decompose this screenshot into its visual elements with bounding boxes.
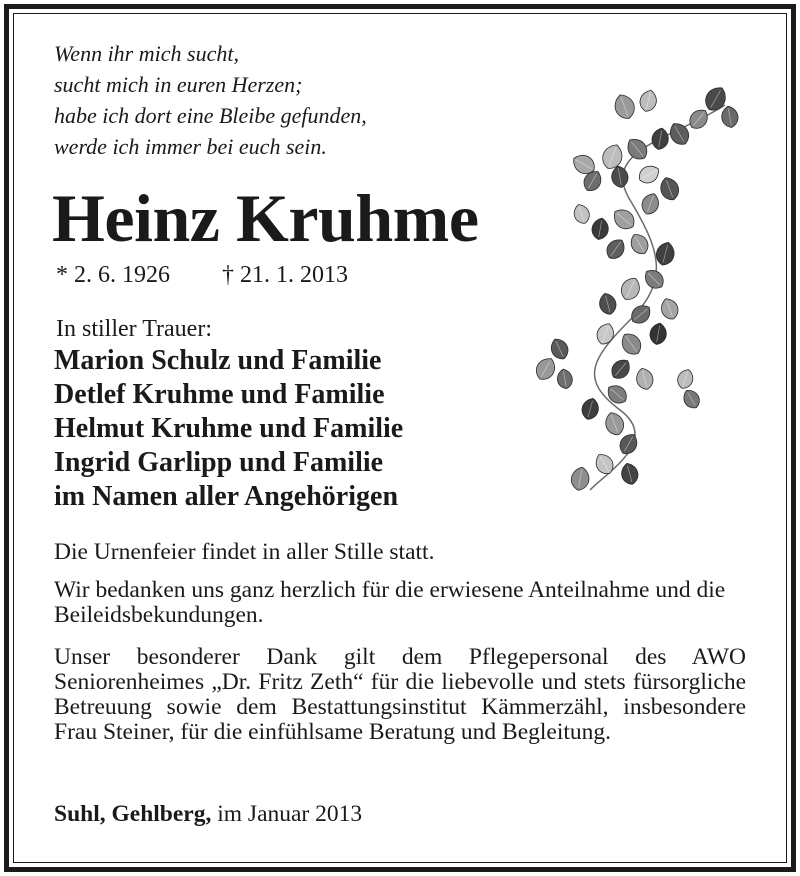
birth-date: * 2. 6. 1926	[56, 262, 170, 288]
mourner-name: Ingrid Garlipp und Familie	[54, 447, 384, 478]
mourner-name: Detlef Kruhme und Familie	[54, 379, 385, 410]
verse-line: werde ich immer bei euch sein.	[54, 134, 327, 159]
closing-place: Suhl, Gehlberg,	[54, 801, 212, 827]
special-thanks-paragraph: Unser besonderer Dank gilt dem Pflegepersonal des AWO Seniorenheimes „Dr. Fritz Zeth“ für die liebevolle und stets fürsorgliche Betreuung sowie dem Bestattungsinstitut Kämmerzähl, insbesondere Frau Steiner, für die einfühlsame Beratung und Begleitung.	[54, 644, 746, 745]
mourner-name: Marion Schulz und Familie	[54, 345, 382, 376]
ivy-leaves-icon	[520, 80, 750, 500]
closing-date: im Januar 2013	[217, 801, 363, 827]
verse-line: Wenn ihr mich sucht,	[54, 41, 239, 66]
verse-line: sucht mich in euren Herzen;	[54, 72, 303, 97]
death-date: † 21. 1. 2013	[222, 262, 348, 288]
thanks-paragraph: Wir bedanken uns ganz herzlich für die erwiesene Anteilnahme und die Beileidsbekundungen.	[54, 577, 726, 628]
mourner-name: Helmut Kruhme und Familie	[54, 413, 404, 444]
closing-line	[54, 800, 362, 828]
mourning-label: In stiller Trauer:	[56, 316, 212, 342]
memorial-verse	[54, 38, 554, 162]
life-dates	[56, 260, 348, 290]
funeral-notice: Die Urnenfeier findet in aller Stille statt.	[54, 539, 435, 565]
mourner-name: im Namen aller Angehörigen	[54, 481, 399, 512]
mourners-list	[54, 344, 403, 514]
deceased-name: Heinz Kruhme	[52, 180, 479, 256]
verse-line: habe ich dort eine Bleibe gefunden,	[54, 103, 367, 128]
